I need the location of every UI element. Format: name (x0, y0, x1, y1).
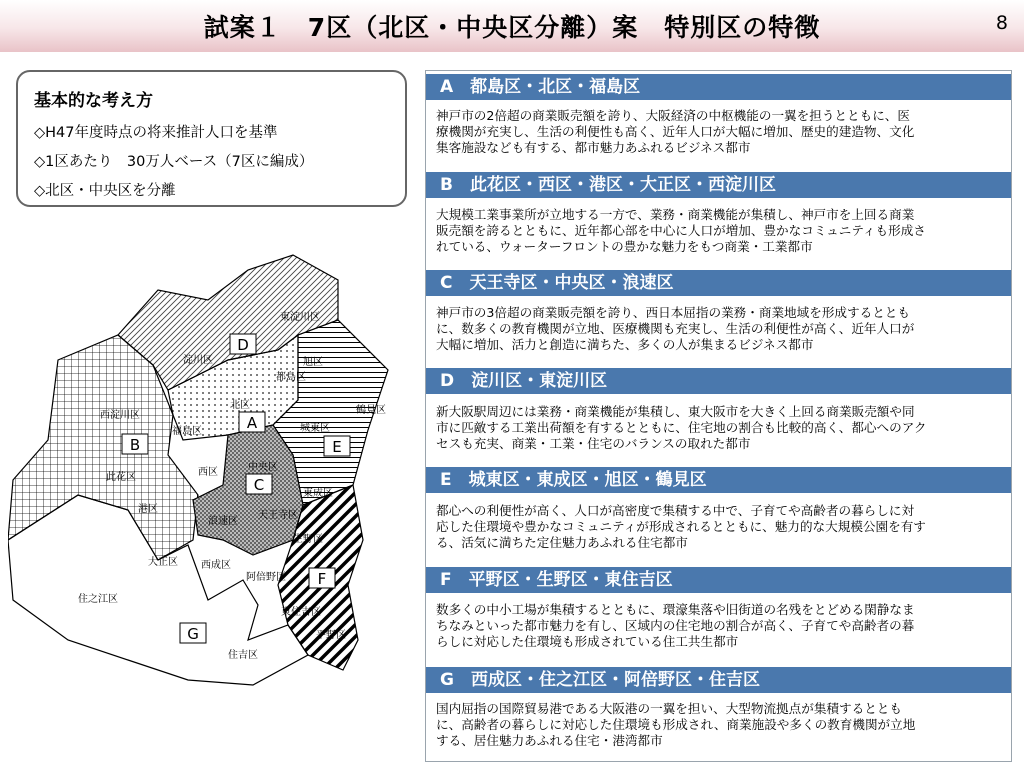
ward-label: 都島区 (276, 372, 306, 383)
svg-text:C: C (253, 476, 265, 494)
ward-label: 天王寺区 (258, 510, 298, 521)
svg-text:E: E (332, 438, 342, 456)
ward-label: 旭区 (303, 357, 323, 368)
ward-label: 阿倍野区 (246, 572, 286, 583)
svg-text:G: G (187, 625, 199, 643)
section-description-b: 大規模工業事業所が立地する一方で、業務・商業機能が集積し、神戸市を上回る商業 販売額を誇るとともに、近年都心部を中心に人口が増加、豊かなコミュニティも形成さ れている、ウォーターフロントの豊かな魅力をもつ商業・工業都市 (436, 207, 926, 254)
ward-map (8, 240, 418, 700)
section-heading-c: C 天王寺区・中央区・浪速区 (426, 270, 1011, 296)
ward-label: 西区 (198, 467, 218, 478)
ward-label: 中央区 (248, 462, 278, 473)
ward-label: 西成区 (201, 560, 231, 571)
section-heading-g: G 西成区・住之江区・阿倍野区・住吉区 (426, 667, 1011, 693)
ward-label: 大正区 (148, 557, 178, 568)
section-heading-d: D 淀川区・東淀川区 (426, 368, 1011, 394)
ward-label: 住之江区 (78, 594, 118, 605)
region-label-e (324, 436, 350, 456)
section-heading-e: E 城東区・東成区・旭区・鶴見区 (426, 467, 1011, 493)
region-label-f (309, 568, 335, 588)
district-features-panel (425, 70, 1012, 762)
section-description-e: 都心への利便性が高く、人口が高密度で集積する中で、子育てや高齢者の暮らしに対 応した住環境や豊かなコミュニティが形成されるとともに、魅力的な大規模公園を有す る、活気に満ちた定住魅力あふれる住宅都市 (436, 503, 926, 550)
section-heading-f: F 平野区・生野区・東住吉区 (426, 567, 1011, 593)
section-description-g: 国内屈指の国際貿易港である大阪港の一翼を担い、大型物流拠点が集積するととも に、高齢者の暮らしに対応した住環境も形成され、商業施設や多くの教育機関が立地 する、居住魅力あふれる住宅・港湾都市 (436, 701, 916, 748)
region-label-g (180, 623, 206, 643)
ward-label: 城東区 (300, 423, 330, 434)
basic-item: ◇北区・中央区を分離 (34, 183, 176, 199)
svg-text:A: A (246, 414, 258, 432)
basic-approach-box (16, 70, 407, 207)
page-title: 試案１ 7区（北区・中央区分離）案 特別区の特徴 (203, 13, 821, 42)
ward-label: 生野区 (293, 534, 323, 545)
ward-label: 東成区 (303, 488, 333, 499)
ward-label: 此花区 (106, 472, 136, 483)
region-label-d (230, 334, 256, 354)
basic-item: ◇H47年度時点の将来推計人口を基準 (34, 125, 278, 141)
ward-label: 東住吉区 (281, 607, 321, 618)
ward-label: 東淀川区 (280, 312, 320, 323)
section-heading-b: B 此花区・西区・港区・大正区・西淀川区 (426, 172, 1011, 198)
section-description-d: 新大阪駅周辺には業務・商業機能が集積し、東大阪市を大きく上回る商業販売額や同 市に匹敵する工業出荷額を有するとともに、住宅地の割合も比較的高く、都心へのアク セスも充実、商業・工業・住宅のバランスの取れた都市 (436, 404, 927, 451)
ward-label: 港区 (138, 504, 158, 515)
region-label-a (239, 412, 265, 432)
ward-label: 平野区 (316, 630, 346, 641)
section-description-a: 神戸市の2倍超の商業販売額を誇り、大阪経済の中枢機能の一翼を担うとともに、医 療機関が充実し、生活の利便性も高く、近年人口が大幅に増加、歴史的建造物、文化 集客施設なども有する、都市魅力あふれるビジネス都市 (436, 108, 915, 155)
page-number: 8 (995, 12, 1008, 34)
ward-label: 浪速区 (208, 516, 238, 527)
basic-item: ◇1区あたり 30万人ベース（7区に編成） (34, 154, 314, 170)
svg-text:B: B (129, 436, 141, 454)
ward-label: 福島区 (172, 426, 202, 437)
svg-text:D: D (237, 336, 249, 354)
section-heading-a: A 都島区・北区・福島区 (426, 74, 1011, 100)
region-label-b (122, 434, 148, 454)
section-description-c: 神戸市の3倍超の商業販売額を誇り、西日本屈指の業務・商業地域を形成するととも に、数多くの教育機関が立地、医療機関も充実し、生活の利便性が高く、近年人口が 大幅に増加、活力と創造に満ちた、多くの人が集まるビジネス都市 (436, 305, 915, 352)
ward-label: 西淀川区 (100, 410, 140, 421)
ward-label: 淀川区 (183, 355, 213, 366)
ward-label: 鶴見区 (356, 405, 386, 416)
ward-label: 住吉区 (228, 650, 258, 661)
ward-label: 北区 (230, 400, 250, 411)
basic-approach-title: 基本的な考え方 (34, 91, 153, 111)
title-bar (0, 0, 1024, 52)
region-label-c (246, 474, 272, 494)
section-description-f: 数多くの中小工場が集積するとともに、環濠集落や旧街道の名残をとどめる閑静なま ちなみといった都市魅力を有し、区域内の住宅地の割合が高く、子育てや高齢者の暮 らしに対応した住環境も形成されている住工共生都市 (436, 602, 915, 649)
svg-text:F: F (317, 570, 327, 588)
